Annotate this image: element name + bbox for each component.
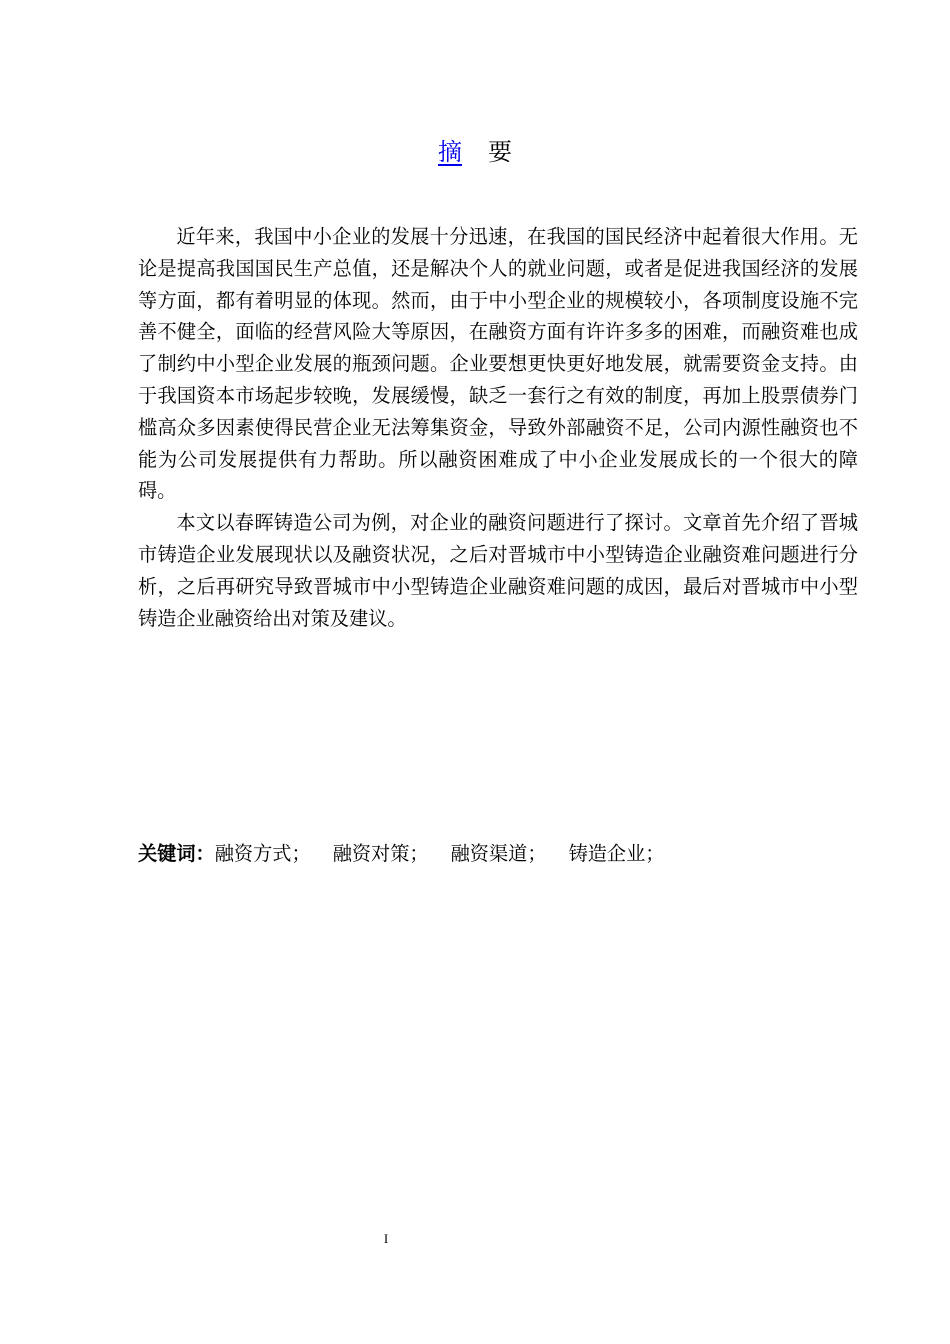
- abstract-body: [138, 221, 858, 634]
- abstract-paragraph-1: 近年来，我国中小企业的发展十分迅速，在我国的国民经济中起着很大作用。无论是提高我国国民生产总值，还是解决个人的就业问题，或者是促进我国经济的发展等方面，都有着明显的体现。然而，由于中小型企业的规模较小，各项制度设施不完善不健全，面临的经营风险大等原因，在融资方面有许许多多的困难，而融资难也成了制约中小型企业发展的瓶颈问题。企业要想更快更好地发展，就需要资金支持。由于我国资本市场起步较晚，发展缓慢，缺乏一套行之有效的制度，再加上股票债券门槛高众多因素使得民营企业无法筹集资金，导致外部融资不足，公司内源性融资也不能为公司发展提供有力帮助。所以融资困难成了中小企业发展成长的一个很大的障碍。: [138, 225, 858, 503]
- page-number: I: [383, 1231, 389, 1246]
- abstract-title-link[interactable]: 摘: [438, 138, 462, 166]
- keyword-item: 铸造企业；: [568, 842, 665, 865]
- keywords-label: 关键词：: [138, 842, 215, 865]
- abstract-title-text: 要: [488, 138, 512, 166]
- keyword-item: 融资对策；: [332, 842, 429, 865]
- keyword-item: 融资渠道；: [450, 842, 547, 865]
- abstract-paragraph-2: 本文以春晖铸造公司为例，对企业的融资问题进行了探讨。文章首先介绍了晋城市铸造企业发展现状以及融资状况，之后对晋城市中小型铸造企业融资难问题进行分析，之后再研究导致晋城市中小型铸造企业融资难问题的成因，最后对晋城市中小型铸造企业融资给出对策及建议。: [138, 511, 858, 630]
- keywords-line: [138, 838, 858, 869]
- keyword-item: 融资方式；: [214, 842, 311, 865]
- abstract-title: [0, 136, 950, 168]
